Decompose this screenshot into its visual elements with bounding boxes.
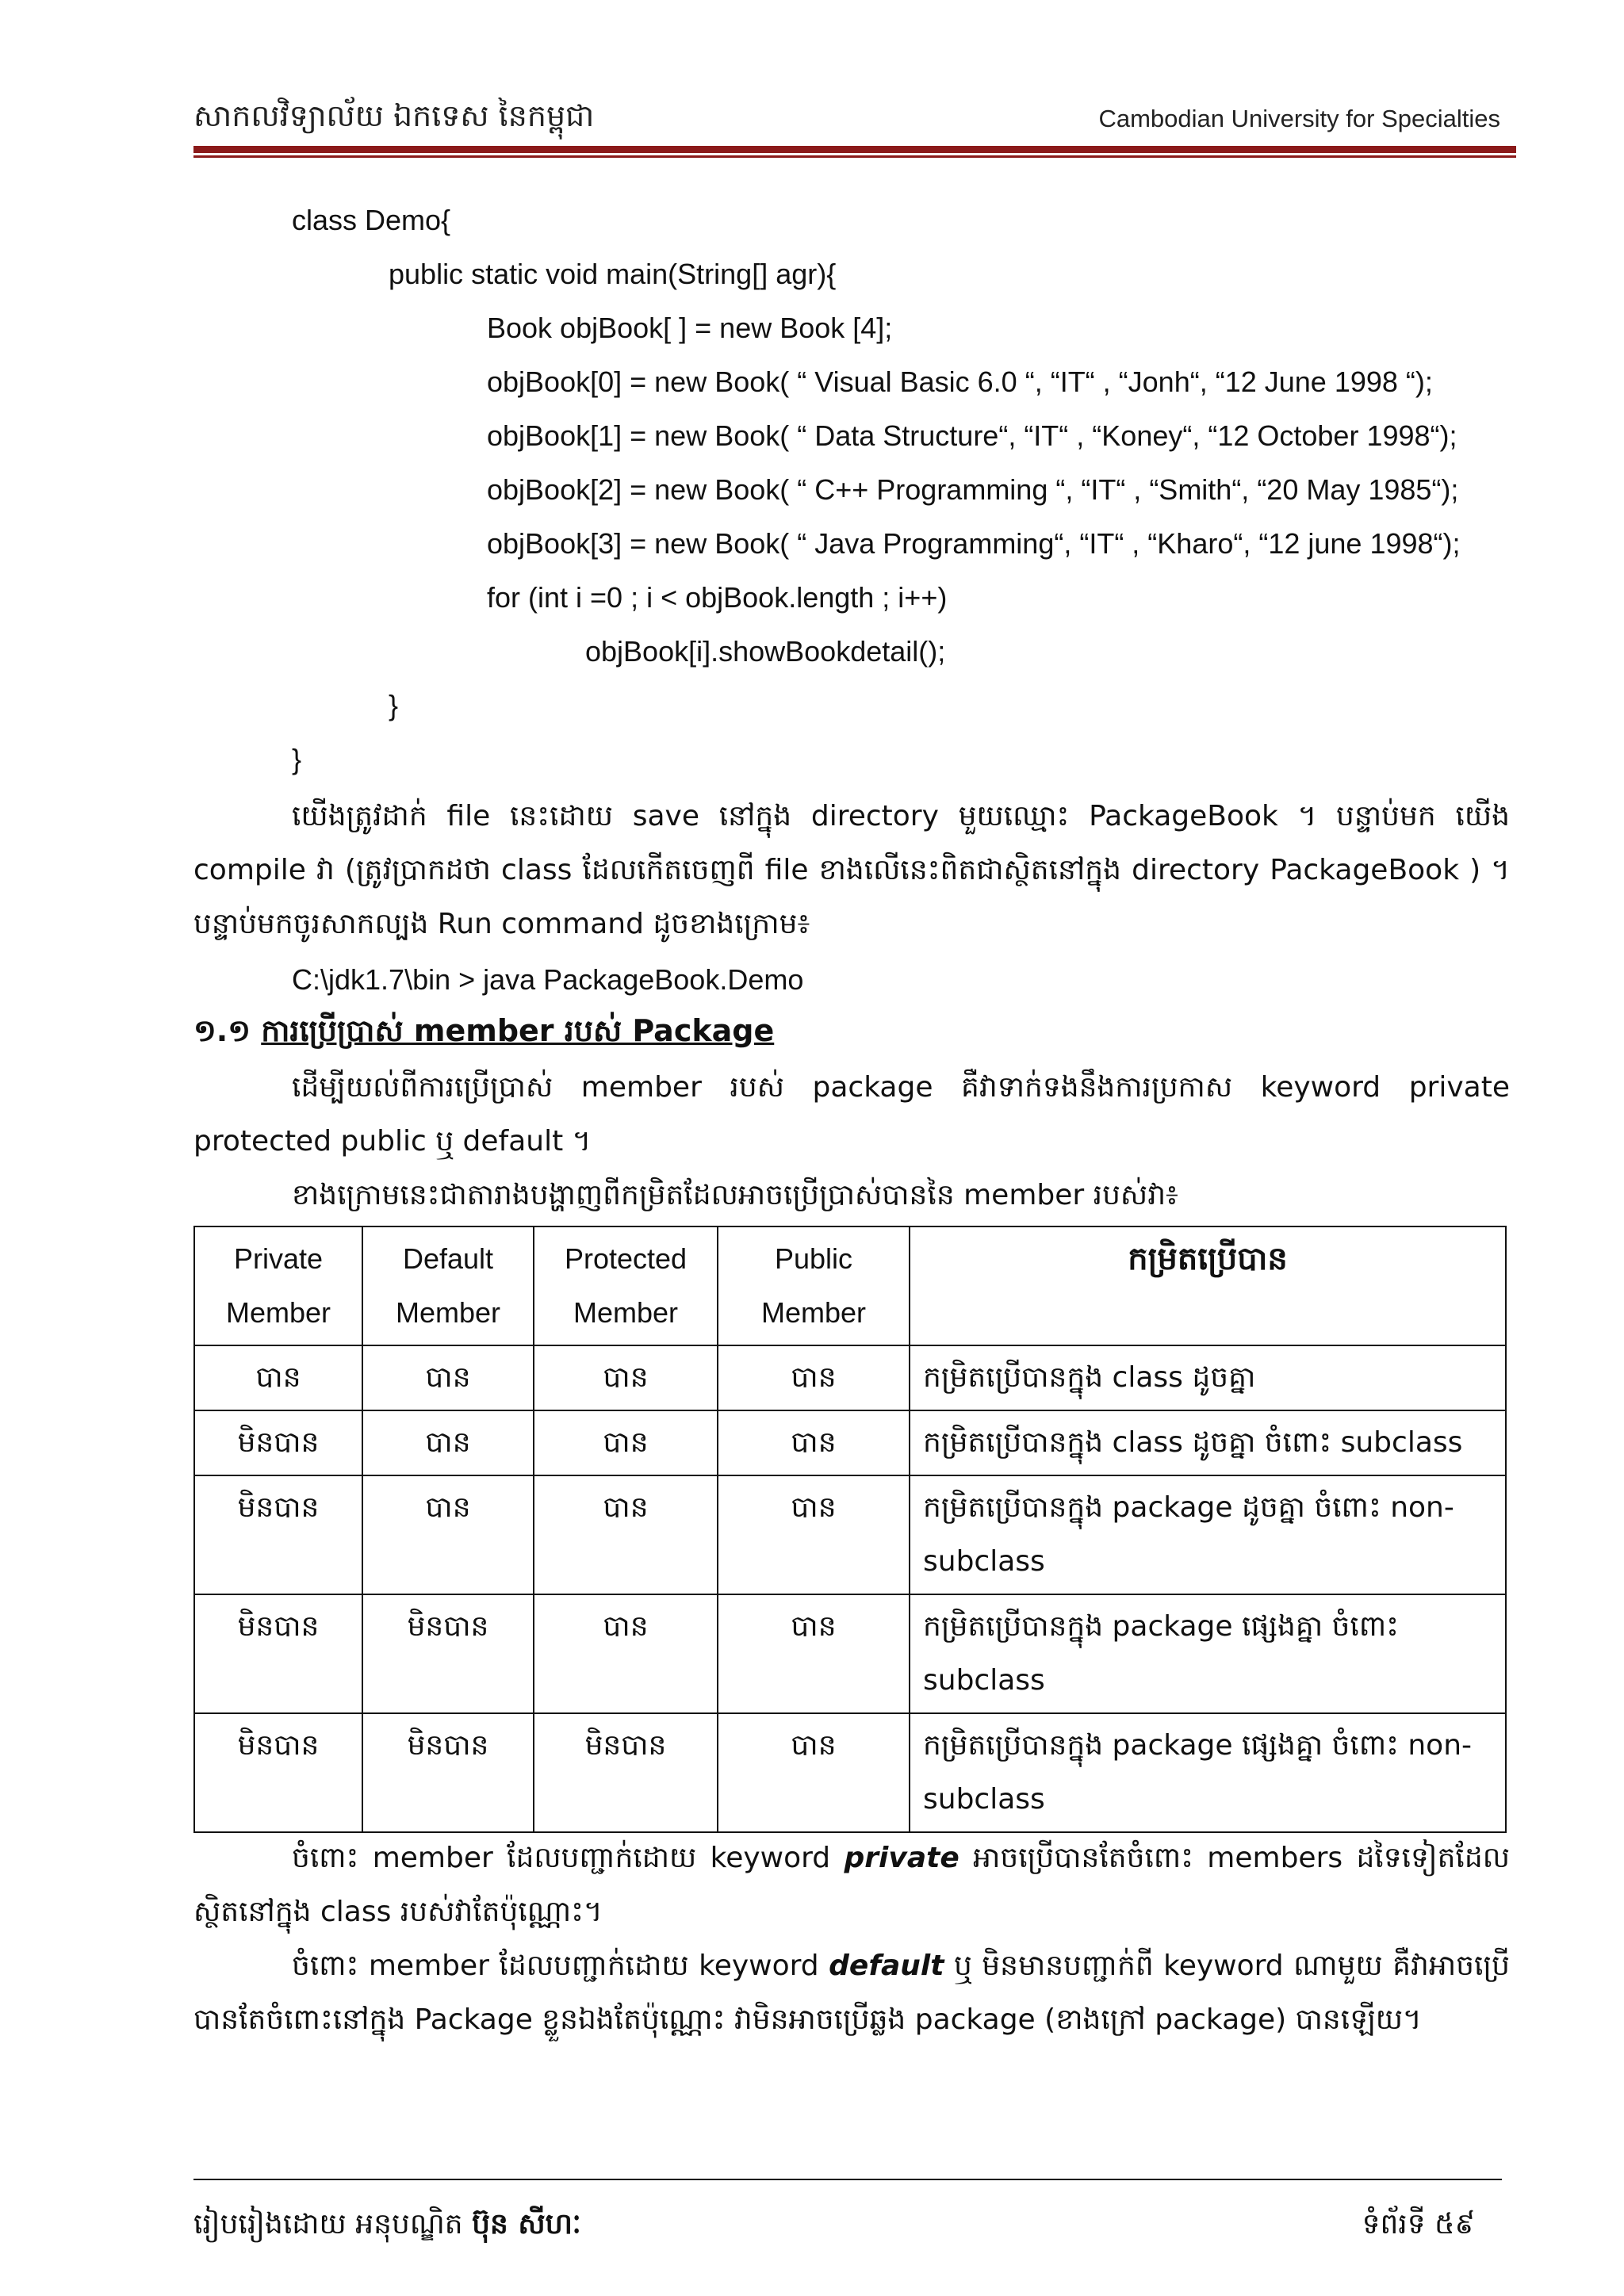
table-cell-description: កម្រិតប្រើបានក្នុង class ដូចគ្នា (910, 1345, 1506, 1410)
university-name-khmer: សាកលវិទ្យាល័យ ឯកទេស នៃកម្ពុជា (193, 98, 595, 133)
code-line: Book objBook[ ] = new Book [4]; (487, 312, 893, 344)
header-access-level: កម្រិតប្រើបាន (910, 1226, 1506, 1345)
table-cell: បាន (718, 1410, 910, 1475)
table-cell: មិនបាន (194, 1475, 362, 1594)
paragraph-private-keyword: ចំពោះ member ដែលបញ្ជាក់ដោយ keyword private អាចប្រើបានតែចំពោះ members ដទៃទៀតដែលស្ថិតនៅក្នុង class របស់វាតែប៉ុណ្ណោះ។ (193, 1842, 1510, 1928)
code-line: } (389, 689, 399, 721)
table-cell: មិនបាន (362, 1594, 534, 1713)
code-line: objBook[2] = new Book( “ C++ Programming “, “IT“ , “Smith“, “20 May 1985“); (487, 473, 1459, 506)
header-rule-thin (193, 155, 1516, 158)
paragraph-table-intro: ខាងក្រោមនេះជាតារាងបង្ហាញពីកម្រិតដែលអាចប្រើប្រាស់បាននៃ member របស់វា៖ (292, 1179, 1178, 1211)
table-cell: បាន (718, 1475, 910, 1594)
table-cell: បាន (534, 1410, 718, 1475)
table-cell-description: កម្រិតប្រើបានក្នុង package ផ្សេងគ្នា ចំពោះ non-subclass (910, 1713, 1506, 1832)
section-heading (193, 1012, 774, 1056)
table-cell: បាន (718, 1345, 910, 1410)
header-private-member: Private Member (194, 1226, 362, 1345)
table-cell: បាន (718, 1713, 910, 1832)
paragraph-member-usage: ដើម្បីយល់ពីការប្រើប្រាស់ member របស់ package គឺវាទាក់ទងនឹងការប្រកាស keyword private protected public ឬ default ។ (193, 1071, 1510, 1158)
table-cell: បាន (362, 1475, 534, 1594)
code-line: class Demo{ (292, 204, 451, 236)
table-cell: មិនបាន (362, 1713, 534, 1832)
footer-author-name: ប៊ុន សីហៈ (472, 2208, 581, 2241)
code-line: for (int i =0 ; i < objBook.length ; i++) (487, 581, 948, 614)
code-line: objBook[0] = new Book( “ Visual Basic 6.0 “, “IT“ , “Jonh“, “12 June 1998 “); (487, 365, 1433, 398)
footer-author-prefix: រៀបរៀងដោយ អនុបណ្ឌិត (193, 2208, 463, 2241)
footer-author (193, 2206, 581, 2248)
table-cell: មិនបាន (194, 1713, 362, 1832)
keyword-default: default (829, 1950, 944, 1982)
access-level-table (193, 1226, 1507, 1833)
paragraph-default-keyword: ចំពោះ member ដែលបញ្ជាក់ដោយ keyword default ឬ មិនមានបញ្ជាក់ពី keyword ណាមួយ គឺវាអាចប្រើបានតែចំពោះនៅក្នុង Package ខ្លួនឯងតែប៉ុណ្ណោះ វាមិនអាចប្រើឆ្លង package (ខាងក្រៅ package) បានឡើយ។ (193, 1950, 1510, 2036)
table-cell: មិនបាន (194, 1594, 362, 1713)
code-line: public static void main(String[] agr){ (389, 258, 837, 290)
run-command: C:\jdk1.7\bin > java PackageBook.Demo (292, 963, 804, 996)
keyword-private: private (844, 1842, 959, 1874)
section-title: ការប្រើប្រាស់ member របស់ Package (261, 1013, 775, 1048)
code-line: objBook[i].showBookdetail(); (585, 635, 946, 668)
table-cell: បាន (534, 1345, 718, 1410)
page-number: ទំព័រទី ៥៩ (1362, 2208, 1475, 2241)
table-row (194, 1594, 1506, 1713)
table-cell-description: កម្រិតប្រើបានក្នុង class ដូចគ្នា ចំពោះ subclass (910, 1410, 1506, 1475)
table-cell: មិនបាន (194, 1410, 362, 1475)
table-row (194, 1345, 1506, 1410)
header-default-member: Default Member (362, 1226, 534, 1345)
code-line: } (292, 743, 302, 775)
table-cell: បាន (534, 1594, 718, 1713)
table-row (194, 1410, 1506, 1475)
table-cell: បាន (194, 1345, 362, 1410)
table-row (194, 1475, 1506, 1594)
table-cell: បាន (718, 1594, 910, 1713)
table-header-row (194, 1226, 1506, 1345)
table-cell: បាន (534, 1475, 718, 1594)
table-cell: បាន (362, 1410, 534, 1475)
section-number: ១.១ (193, 1013, 251, 1048)
header-rule (193, 146, 1516, 153)
table-cell-description: កម្រិតប្រើបានក្នុង package ផ្សេងគ្នា ចំពោះ subclass (910, 1594, 1506, 1713)
code-line: objBook[1] = new Book( “ Data Structure“, “IT“ , “Koney“, “12 October 1998“); (487, 419, 1457, 452)
university-name-english: Cambodian University for Specialties (1098, 105, 1500, 132)
table-cell: បាន (362, 1345, 534, 1410)
header-protected-member: Protected Member (534, 1226, 718, 1345)
table-cell: មិនបាន (534, 1713, 718, 1832)
table-row (194, 1713, 1506, 1832)
header-public-member: Public Member (718, 1226, 910, 1345)
paragraph-package-setup: យើងត្រូវដាក់ file នេះដោយ save នៅក្នុង directory មួយឈ្មោះ PackageBook ។ បន្ទាប់មក យើង compile វា (ត្រូវប្រាកដថា class ដែលកើតចេញពី file ខាងលើនេះពិតជាស្ថិតនៅក្នុង directory PackageBook ) ។ បន្ទាប់មកចូរសាកល្បង Run command ដូចខាងក្រោម៖ (193, 800, 1510, 940)
table-cell-description: កម្រិតប្រើបានក្នុង package ដូចគ្នា ចំពោះ non-subclass (910, 1475, 1506, 1594)
footer-rule (193, 2179, 1502, 2180)
code-line: objBook[3] = new Book( “ Java Programming“, “IT“ , “Kharo“, “12 june 1998“); (487, 527, 1461, 560)
